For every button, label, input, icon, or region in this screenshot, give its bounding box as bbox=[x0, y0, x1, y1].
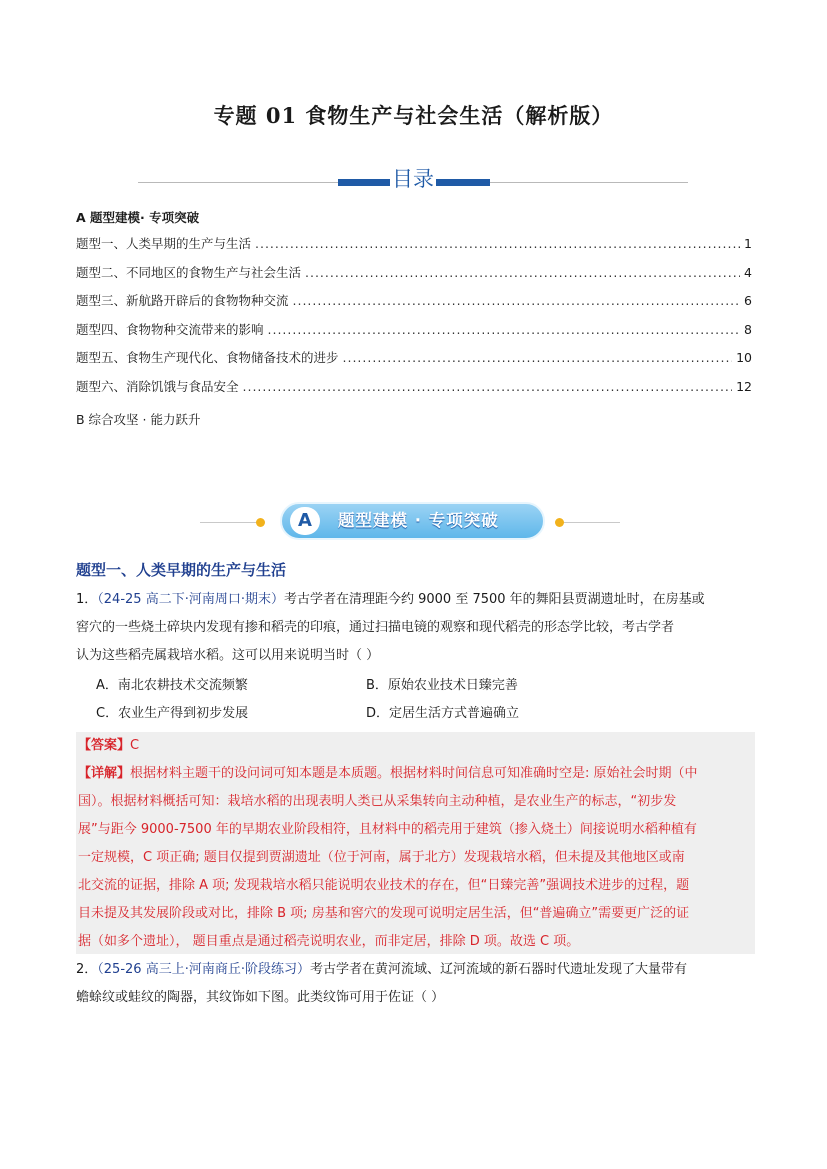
toc-item-page: 4 bbox=[744, 264, 752, 280]
toc-leader-dots bbox=[268, 322, 741, 337]
banner-line-right bbox=[560, 522, 620, 523]
toc-item-page: 1 bbox=[744, 236, 752, 251]
toc-list bbox=[76, 234, 752, 405]
toc-item-page: 12 bbox=[736, 378, 752, 394]
toc-item[interactable] bbox=[76, 234, 752, 263]
toc-item-page: 8 bbox=[744, 321, 752, 337]
toc-leader-dots bbox=[305, 265, 740, 280]
toc-section-a[interactable]: A 题型建模· 专项突破 bbox=[76, 210, 200, 225]
toc-item[interactable] bbox=[76, 263, 752, 292]
toc-leader-dots bbox=[243, 379, 733, 394]
option-d[interactable]: D．定居生活方式普遍确立 bbox=[366, 706, 520, 721]
option-b[interactable]: B．原始农业技术日臻完善 bbox=[366, 678, 518, 693]
toc-item-label: 题型五、食物生产现代化、食物储备技术的进步 bbox=[76, 350, 339, 365]
option-a[interactable]: A．南北农耕技术交流频繁 bbox=[96, 678, 248, 693]
toc-accent-bar-left bbox=[338, 179, 390, 186]
section-heading: 题型一、人类早期的生产与生活 bbox=[76, 561, 287, 579]
toc-section-b[interactable]: B 综合攻坚 · 能力跃升 bbox=[76, 412, 201, 427]
banner-pill bbox=[280, 502, 545, 540]
question-source: （24-25 高二下·河南周口·期末） bbox=[97, 592, 284, 607]
detail-line: 展”与距今 9000-7500 年的早期农业阶段相符，且材料中的稻壳用于建筑（掺入烧土）间接说明水稻种植有 bbox=[78, 822, 697, 837]
detail-line: 目未提及其发展阶段或对比，排除 B 项; 房基和窖穴的发现可说明定居生活，但“普遍确立”需要更广泛的证 bbox=[78, 906, 690, 921]
toc-item-label: 题型一、人类早期的生产与生活 bbox=[76, 236, 252, 251]
toc-leader-dots bbox=[255, 236, 740, 251]
question-text: 蟾蜍纹或蛙纹的陶器，其纹饰如下图。此类纹饰可用于佐证（ ） bbox=[76, 990, 445, 1005]
toc-item[interactable] bbox=[76, 320, 752, 349]
toc-banner bbox=[138, 165, 688, 195]
detail-tag: 【详解】 bbox=[78, 766, 131, 781]
toc-item[interactable] bbox=[76, 348, 752, 377]
toc-leader-dots bbox=[343, 350, 733, 365]
section-a-banner bbox=[200, 500, 620, 544]
question-text: 窖穴的一些烧土碎块内发现有掺和稻壳的印痕，通过扫描电镜的观察和现代稻壳的形态学比较，考古学者 bbox=[76, 620, 675, 635]
toc-item[interactable] bbox=[76, 291, 752, 320]
question-number: 1． bbox=[76, 592, 98, 607]
question-1-options bbox=[96, 672, 676, 728]
answer-box bbox=[76, 732, 755, 954]
banner-line-left bbox=[200, 522, 260, 523]
page-title: 专题 01 食物生产与社会生活（解析版） bbox=[213, 103, 614, 128]
answer-tag: 【答案】 bbox=[78, 738, 131, 753]
answer-text bbox=[78, 732, 752, 956]
question-text: 考古学者在黄河流域、辽河流域的新石器时代遗址发现了大量带有 bbox=[309, 962, 687, 977]
banner-badge: A bbox=[290, 507, 320, 535]
detail-line: 国）。根据材料概括可知：栽培水稻的出现表明人类已从采集转向主动种植，是农业生产的标志，“初步发 bbox=[78, 794, 677, 809]
toc-leader-dots bbox=[293, 293, 741, 308]
banner-dot-right bbox=[555, 518, 564, 527]
toc-item-label: 题型六、消除饥饿与食品安全 bbox=[76, 378, 239, 394]
toc-item-label: 题型三、新航路开辟后的食物物种交流 bbox=[76, 293, 289, 308]
toc-heading: 目录 bbox=[392, 167, 434, 191]
toc-item-page: 10 bbox=[736, 350, 752, 365]
toc-item[interactable] bbox=[76, 377, 752, 406]
toc-item-label: 题型二、不同地区的食物生产与社会生活 bbox=[76, 264, 302, 280]
banner-text: 题型建模 · 专项突破 bbox=[338, 511, 499, 530]
toc-accent-bar-right bbox=[436, 179, 490, 186]
question-number: 2． bbox=[76, 962, 98, 977]
question-text: 认为这些稻壳属栽培水稻。这可以用来说明当时（ ） bbox=[76, 648, 380, 663]
detail-line: 一定规模，C 项正确; 题目仅提到贾湖遗址（位于河南，属于北方）发现栽培水稻，但未提及其他地区或南 bbox=[78, 850, 685, 865]
toc-item-page: 6 bbox=[744, 293, 752, 308]
question-2-stem bbox=[76, 956, 752, 1012]
question-1-stem bbox=[76, 586, 752, 670]
banner-dot-left bbox=[256, 518, 265, 527]
answer-value: C bbox=[130, 738, 140, 753]
question-text: 考古学者在清理距今约 9000 至 7500 年的舞阳县贾湖遗址时，在房基或 bbox=[283, 592, 705, 607]
option-c[interactable]: C．农业生产得到初步发展 bbox=[96, 706, 249, 721]
question-source: （25-26 高三上·河南商丘·阶段练习） bbox=[97, 962, 310, 977]
detail-line: 根据材料主题干的设问词可知本题是本质题。根据材料时间信息可知准确时空是: 原始社会时期（中 bbox=[130, 766, 698, 781]
detail-line: 据（如多个遗址）， 题目重点是通过稻壳说明农业，而非定居，排除 D 项。故选 C 项。 bbox=[78, 934, 580, 949]
toc-item-label: 题型四、食物物种交流带来的影响 bbox=[76, 321, 264, 337]
detail-line: 北交流的证据，排除 A 项; 发现栽培水稻只能说明农业技术的存在，但“日臻完善”强调技术进步的过程，题 bbox=[78, 878, 690, 893]
